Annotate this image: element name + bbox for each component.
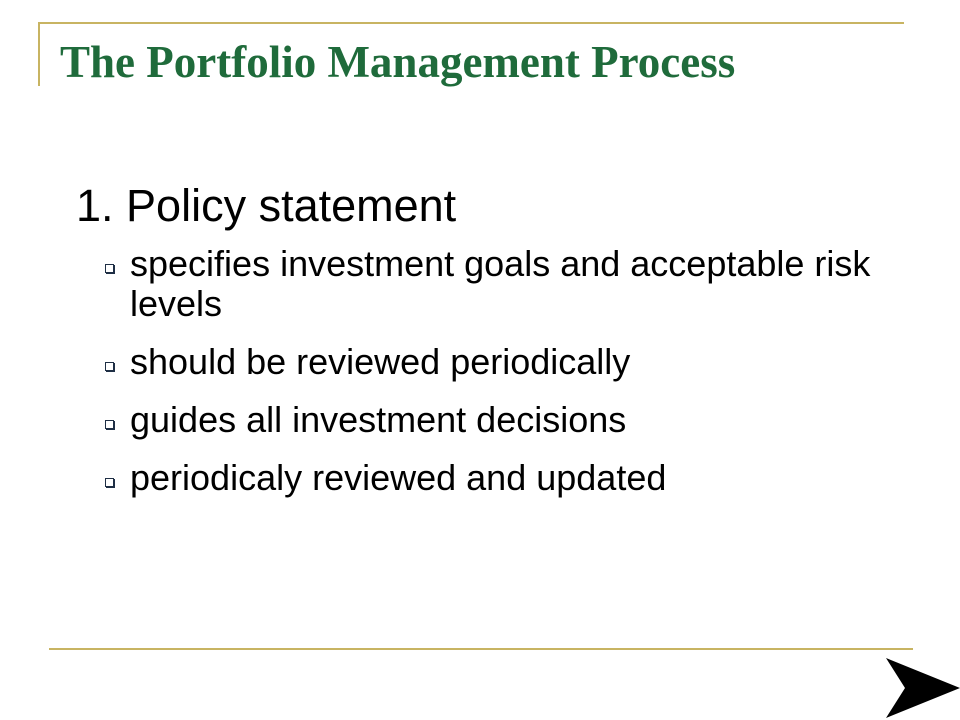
bullet-item bbox=[76, 400, 916, 440]
slide-title: The Portfolio Management Process bbox=[60, 37, 736, 87]
left-frame-line bbox=[38, 22, 40, 86]
hollow-square-icon bbox=[105, 362, 114, 371]
hollow-square-icon bbox=[105, 478, 114, 487]
bullet-text: periodicaly reviewed and updated bbox=[130, 457, 667, 498]
next-arrow-icon bbox=[884, 656, 960, 720]
footer-divider bbox=[49, 648, 913, 650]
slide-content bbox=[76, 178, 916, 516]
hollow-square-icon bbox=[105, 420, 114, 429]
bullet-text: guides all investment decisions bbox=[130, 399, 627, 440]
hollow-square-icon bbox=[105, 264, 114, 273]
bullet-item bbox=[76, 458, 916, 498]
top-frame-line bbox=[38, 22, 904, 24]
bullet-item bbox=[76, 244, 916, 324]
bullet-text: should be reviewed periodically bbox=[130, 341, 631, 382]
next-slide-button[interactable] bbox=[884, 656, 960, 720]
policy-statement-heading: 1. Policy statement bbox=[76, 180, 457, 231]
bullet-list bbox=[76, 244, 916, 498]
bullet-item bbox=[76, 342, 916, 382]
bullet-text: specifies investment goals and acceptable risk levels bbox=[130, 243, 871, 324]
